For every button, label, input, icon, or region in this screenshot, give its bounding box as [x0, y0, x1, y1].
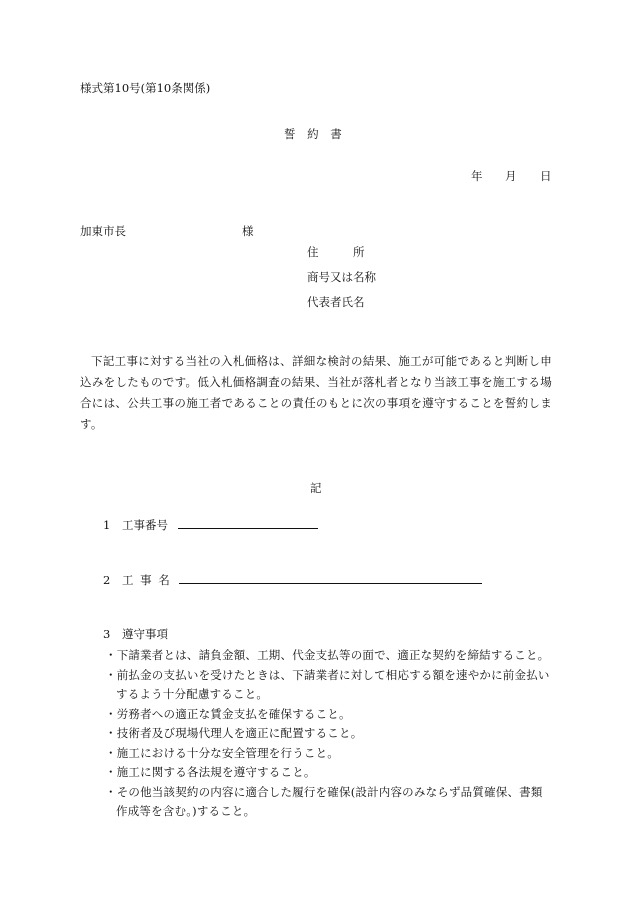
addressee: 加東市長 — [80, 224, 126, 238]
compliance-item: ・その他当該契約の内容に適合した履行を確保(設計内容のみならず品質確保、書類作成等を含む。)すること。 — [105, 784, 543, 818]
compliance-item: ・労務者への適正な賃金支払を確保すること。 — [105, 706, 351, 721]
company-name-label: 商号又は名称 — [307, 270, 376, 284]
date-month-label: 月 — [505, 169, 517, 183]
date-year-label: 年 — [471, 169, 483, 183]
date-day-label: 日 — [540, 169, 552, 183]
pledge-body: 下記工事に対する当社の入札価格は、詳細な検討の結果、施工が可能であると判断し申込みをしたものです。低入札価格調査の結果、当社が落札者となり当該工事を施工する場合には、公共工事の施工者であることの責任のもとに次の事項を遵守することを誓約します。 — [80, 354, 552, 431]
project-name-line[interactable] — [179, 571, 482, 584]
section-1-number: 1 — [103, 518, 111, 532]
compliance-item: ・施工に関する各法規を遵守すること。 — [105, 765, 316, 779]
compliance-item: ・施工における十分な安全管理を行うこと。 — [105, 745, 339, 760]
section-1 — [103, 516, 318, 533]
ki-heading: 記 — [310, 481, 322, 495]
compliance-item: ・技術者及び現場代理人を適正に配置すること。 — [105, 726, 363, 740]
project-number-line[interactable] — [178, 516, 318, 529]
section-2-number: 2 — [103, 573, 111, 587]
section-3-number: 3 — [103, 627, 111, 641]
section-2-label: 工 事 名 — [121, 573, 170, 587]
section-1-label: 工事番号 — [121, 518, 168, 532]
compliance-items — [105, 646, 553, 822]
address-label: 住 所 — [307, 245, 365, 259]
honorific: 様 — [242, 224, 254, 238]
form-number: 様式第10号(第10条関係) — [80, 81, 211, 95]
section-3-label: 遵守事項 — [121, 627, 168, 641]
document-title: 誓 約 書 — [284, 127, 342, 141]
compliance-item: ・前払金の支払いを受けたときは、下請業者に対して相応する額を速やかに前金払いするよう十分配慮すること。 — [105, 667, 550, 701]
compliance-item: ・下請業者とは、請負金額、工期、代金支払等の面で、適正な契約を締結すること。 — [105, 648, 550, 662]
section-3 — [103, 626, 168, 642]
representative-label: 代表者氏名 — [307, 295, 365, 309]
section-2 — [103, 571, 482, 588]
